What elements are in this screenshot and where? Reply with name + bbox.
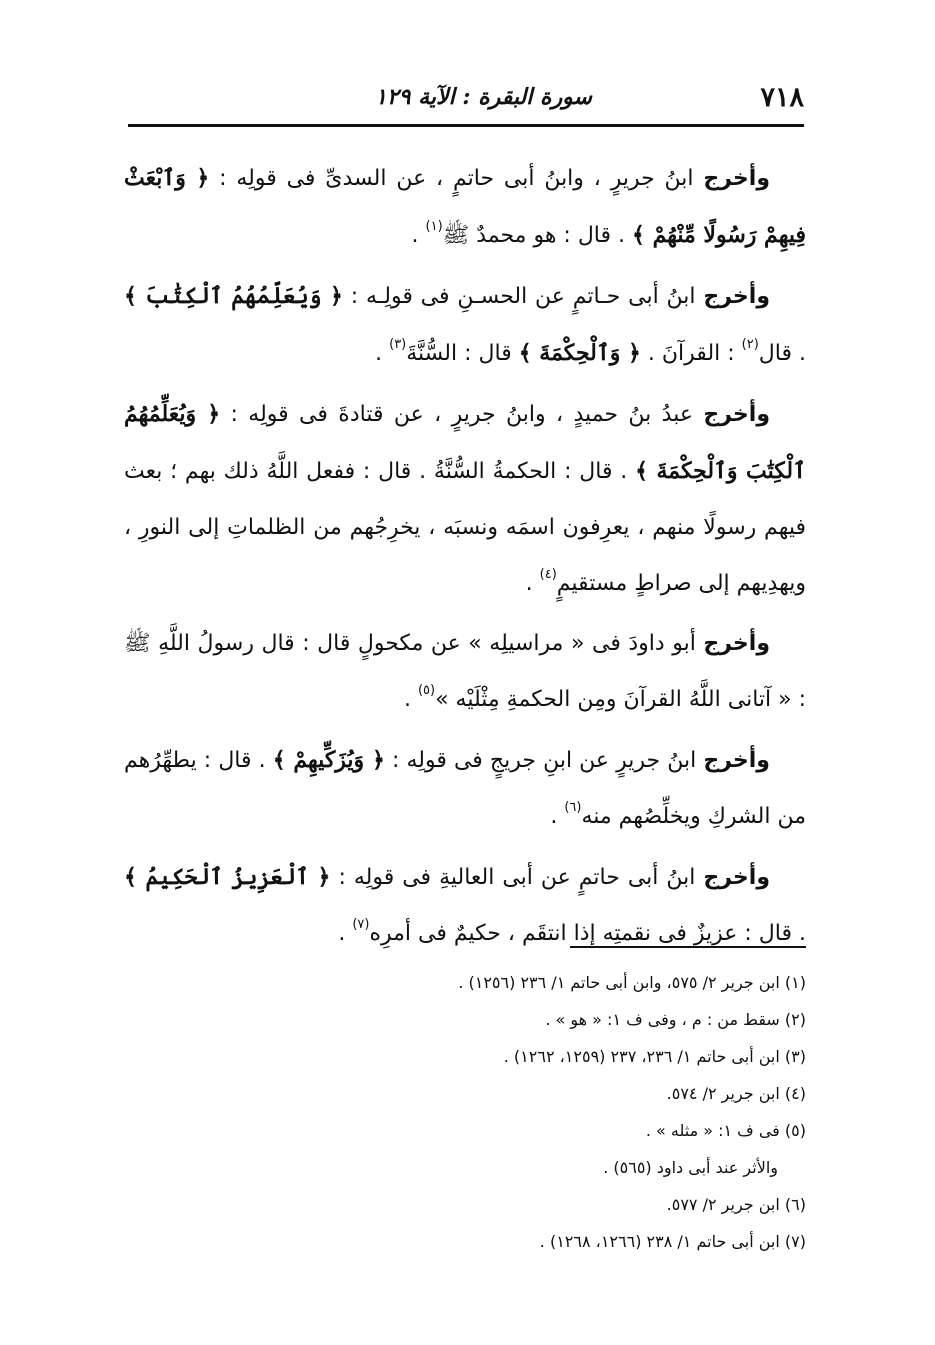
paragraph-end: . xyxy=(338,921,353,946)
paragraph-text: ابنُ أبى حاتمٍ عن أبى العاليةِ فى قولِه : xyxy=(330,865,704,890)
footnote-reference[interactable]: (١) xyxy=(425,219,443,234)
paragraph-text: ابنُ أبى حـاتمٍ عن الحسـنِ فى قولِـه : xyxy=(342,284,704,309)
footnote-reference[interactable]: (٦) xyxy=(564,800,582,815)
paragraph-text: . قال : عزيزٌ فى نقمتِه إذا انتقَم ، حكيمٌ فى أمرِه xyxy=(369,921,806,946)
paragraph-lead: وأخرج xyxy=(703,865,770,890)
paragraph-text: . قال : يطهِّرُهم من الشركِ ويخلِّصُهم منه xyxy=(124,748,806,829)
quran-verse: ﴿ ٱلْعَزِيزُ ٱلْحَكِيمُ ﴾ xyxy=(124,864,331,890)
paragraph-lead: وأخرج xyxy=(703,284,771,309)
paragraph-end: . xyxy=(403,687,418,712)
paragraph-2 xyxy=(124,268,806,382)
page-number: ٧١٨ xyxy=(760,82,804,113)
footnotes xyxy=(124,964,806,1260)
footnote-2: (٢) سقط من : م ، وفى ف ١: « هو » . xyxy=(545,1010,806,1029)
quran-verse: ﴿ وَيُزَكِّيهِمْ ﴾ xyxy=(272,747,385,773)
footnote-reference[interactable]: (٤) xyxy=(539,567,557,582)
paragraph-text: : القرآنَ . xyxy=(640,341,742,366)
paragraph-lead: وأخرج xyxy=(703,166,771,191)
header-rule xyxy=(128,124,804,127)
quran-verse: ﴿ وَٱبْعَثْ فِيهِمْ رَسُولًا مِّنْهُمْ ﴾ xyxy=(124,165,806,248)
paragraph-end: . xyxy=(550,804,565,829)
paragraph-3 xyxy=(124,386,806,612)
paragraph-end: . xyxy=(375,341,390,366)
footnote-reference[interactable]: (٣) xyxy=(389,337,407,352)
quran-verse: ﴿ وَيُعَلِّمُهُمُ ٱلْكِتَٰبَ ﴾ xyxy=(124,283,343,309)
paragraph-text: ابنُ جريرٍ عن ابنِ جريجٍ فى قولِه : xyxy=(384,748,704,773)
paragraph-text: قال : السُّنَّةَ xyxy=(406,341,519,366)
footnote-5: (٥) فى ف ١: « مثله » . xyxy=(645,1121,806,1140)
paragraph-text: . قال : الحكمةُ السُّنَّةُ . قال : ففعل اللَّهُ ذلك بهم ؛ بعث فيهم رسولًا منهم ، يعرِفون اسمَه ونسبَه ، يخرِجُهم من الظلماتِ إلى النورِ ، ويهدِيهم إلى صراطٍ مستقيمٍ xyxy=(124,459,806,596)
paragraph-text: عبدُ بنُ حميدٍ ، وابنُ جريرٍ ، عن قتادةَ فى قولِه : xyxy=(220,402,704,427)
footnote-1: (١) ابن جرير ٢/ ٥٧٥، وابن أبى حاتم ١/ ٢٣٦ (١٢٥٦) . xyxy=(458,973,806,992)
paragraph-lead: وأخرج xyxy=(703,402,770,427)
footnote-4: (٤) ابن جرير ٢/ ٥٧٤. xyxy=(666,1084,806,1103)
paragraph-text: ابنُ جريرٍ ، وابنُ أبى حاتمٍ ، عن السدىِّ فى قولِه : xyxy=(209,166,704,191)
running-title: سورة البقرة : الآية ١٢٩ xyxy=(375,84,592,110)
quran-verse: ﴿ وَيُعَلِّمُهُمُ ٱلْكِتَٰبَ وَٱلْحِكْمَةَ ﴾ xyxy=(124,401,806,484)
paragraph-end: . xyxy=(525,571,540,596)
footnote-6: (٦) ابن جرير ٢/ ٥٧٧. xyxy=(666,1195,806,1214)
page-header xyxy=(128,78,804,122)
paragraph-lead: وأخرج xyxy=(703,631,770,656)
footnote-3: (٣) ابن أبى حاتم ١/ ٢٣٦، ٢٣٧ (١٢٥٩، ١٢٦٢) . xyxy=(503,1047,806,1066)
paragraph-text: أبو داودَ فى « مراسيلِه » عن مكحولٍ قال : قال رسولُ اللَّهِ ﷺ : « آتانى اللَّهُ القرآنَ ومِن الحكمةِ مِثْلَيْه » xyxy=(124,631,806,712)
paragraph-4 xyxy=(124,616,806,728)
main-text xyxy=(124,150,806,966)
footnote-5-continuation: والأثر عند أبى داود (٥٦٥) . xyxy=(603,1158,778,1177)
footnote-reference[interactable]: (٢) xyxy=(741,337,759,352)
paragraph-text: . قال xyxy=(758,341,806,366)
paragraph-end: . xyxy=(411,223,426,248)
paragraph-text: . قال : هو محمدٌ ﷺ xyxy=(442,223,633,248)
quran-verse: ﴿ وَٱلْحِكْمَةَ ﴾ xyxy=(518,340,641,366)
footnote-rule xyxy=(570,946,806,948)
footnote-7: (٧) ابن أبى حاتم ١/ ٢٣٨ (١٢٦٦، ١٢٦٨) . xyxy=(539,1232,806,1251)
footnote-reference[interactable]: (٧) xyxy=(352,917,370,932)
footnote-reference[interactable]: (٥) xyxy=(417,683,436,698)
paragraph-1 xyxy=(124,150,806,264)
paragraph-5 xyxy=(124,732,806,845)
paragraph-lead: وأخرج xyxy=(703,748,770,773)
